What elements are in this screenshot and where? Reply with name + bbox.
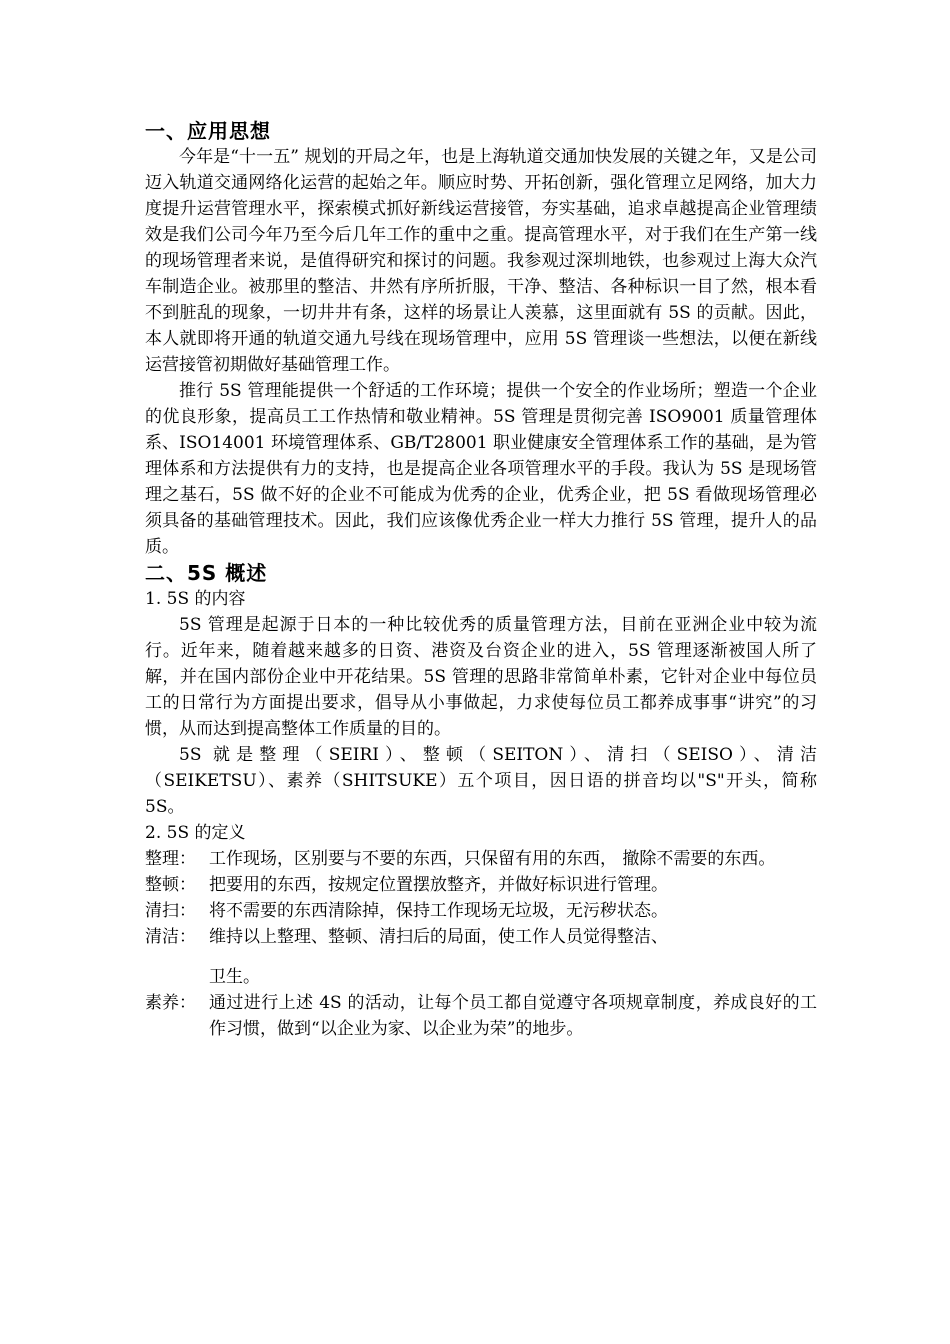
definition-seiso <box>145 898 817 924</box>
definition-term: 整理： <box>145 849 196 869</box>
paragraph-5s-origin: 5S 管理是起源于日本的一种比较优秀的质量管理方法，目前在亚洲企业中较为流行。近年来，随着越来越多的日资、港资及台资企业的进入，5S 管理逐渐被国人所了解，并在国内部份企业中开花结果。5S 管理的思路非常简单朴素，它针对企业中每位员工的日常行为方面提出要求，倡导从小事做起，力求使每位员工都养成事事“讲究”的习惯，从而达到提高整体工作质量的目的。 <box>145 615 817 739</box>
blank-line <box>145 950 817 964</box>
definition-term: 素养： <box>145 993 196 1013</box>
subheading-5s-definition: 2. 5S 的定义 <box>145 823 246 843</box>
section-heading-application: 一、应用思想 <box>145 119 271 143</box>
definition-text: 维持以上整理、整顿、清扫后的局面，使工作人员觉得整洁、 <box>209 927 668 947</box>
definition-seiketsu <box>145 924 817 950</box>
definition-text: 将不需要的东西清除掉，保持工作现场无垃圾，无污秽状态。 <box>209 901 668 921</box>
paragraph-5s-items: 5S 就是整理（SEIRI）、整顿（SEITON）、清扫（SEISO）、清洁（SEIKETSU）、素养（SHITSUKE）五个项目，因日语的拼音均以"S"开头，简称 5S。 <box>145 745 817 817</box>
definition-text: 通过进行上述 4S 的活动，让每个员工都自觉遵守各项规章制度，养成良好的工作习惯，做到“以企业为家、以企业为荣”的地步。 <box>209 993 817 1039</box>
definition-seiri <box>145 846 817 872</box>
definition-term: 整顿： <box>145 875 196 895</box>
definition-text: 把要用的东西，按规定位置摆放整齐，并做好标识进行管理。 <box>209 875 668 895</box>
definition-term: 清洁： <box>145 927 196 947</box>
definition-seiton <box>145 872 817 898</box>
definition-term <box>145 964 209 990</box>
definition-seiketsu-continued <box>145 964 817 990</box>
definition-term: 清扫： <box>145 901 196 921</box>
paragraph-5s-benefits: 推行 5S 管理能提供一个舒适的工作环境；提供一个安全的作业场所；塑造一个企业的优良形象，提高员工工作热情和敬业精神。5S 管理是贯彻完善 ISO9001 质量管理体系、ISO14001 环境管理体系、GB/T28001 职业健康安全管理体系工作的基础，是为管理体系和方法提供有力的支持，也是提高企业各项管理水平的手段。我认为 5S 是现场管理之基石，5S 做不好的企业不可能成为优秀的企业，优秀企业，把 5S 看做现场管理必须具备的基础管理技术。因此，我们应该像优秀企业一样大力推行 5S 管理，提升人的品质。 <box>145 381 817 557</box>
document-page <box>145 118 817 1042</box>
subheading-5s-content: 1. 5S 的内容 <box>145 589 246 609</box>
definition-shitsuke <box>145 990 817 1042</box>
section-heading-5s-overview: 二、5S 概述 <box>145 561 268 585</box>
definition-text: 工作现场，区别要与不要的东西，只保留有用的东西， 撤除不需要的东西。 <box>209 849 776 869</box>
definition-text: 卫生。 <box>209 967 260 987</box>
paragraph-intro: 今年是“十一五” 规划的开局之年，也是上海轨道交通加快发展的关键之年，又是公司迈入轨道交通网络化运营的起始之年。顺应时势、开拓创新，强化管理立足网络，加大力度提升运营管理水平，探索模式抓好新线运营接管，夯实基础，追求卓越提高企业管理绩效是我们公司今年乃至今后几年工作的重中之重。提高管理水平，对于我们在生产第一线的现场管理者来说，是值得研究和探讨的问题。我参观过深圳地铁，也参观过上海大众汽车制造企业。被那里的整洁、井然有序所折服，干净、整洁、各种标识一目了然，根本看不到脏乱的现象，一切井井有条，这样的场景让人羡慕，这里面就有 5S 的贡献。因此，本人就即将开通的轨道交通九号线在现场管理中，应用 5S 管理谈一些想法，以便在新线运营接管初期做好基础管理工作。 <box>145 147 817 375</box>
